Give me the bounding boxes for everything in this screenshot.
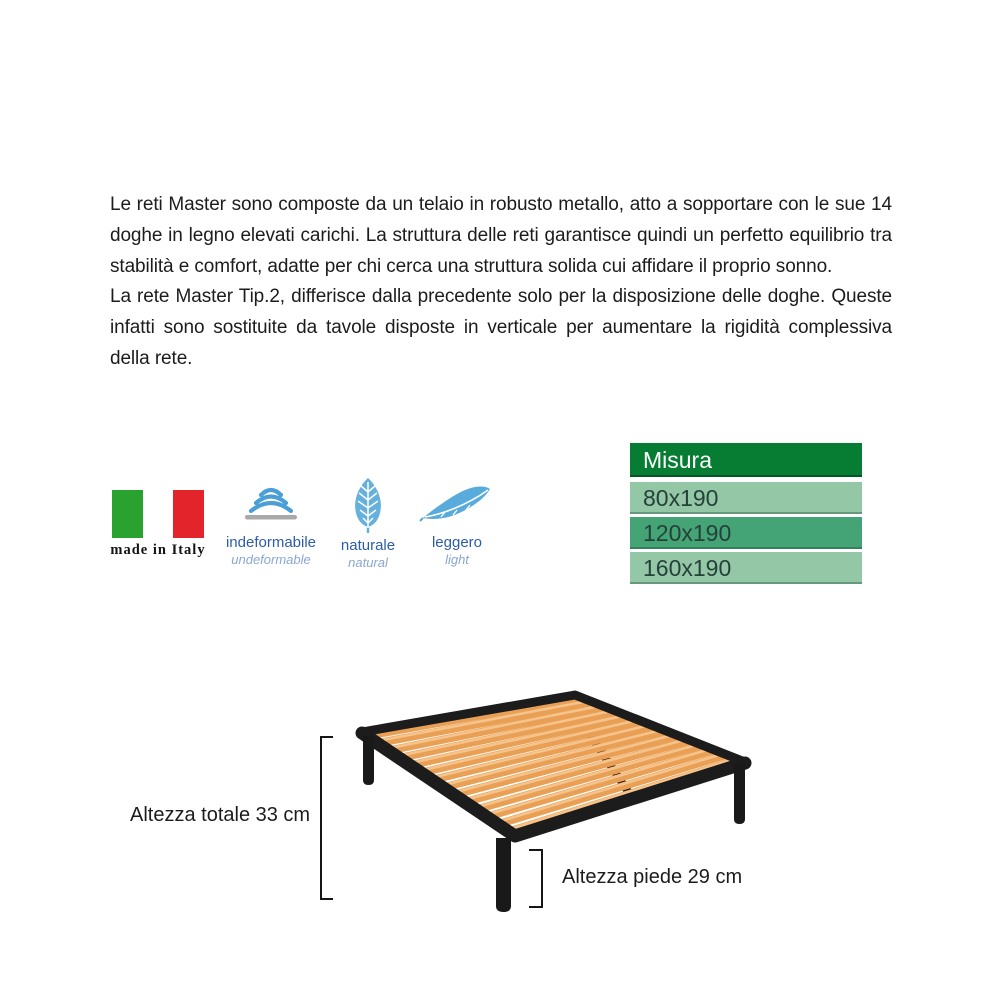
leggero-label: leggero xyxy=(431,534,483,551)
flag-green-band xyxy=(112,490,143,538)
description-paragraph-1: Le reti Master sono composte da un telaio in robusto metallo, atto a sopportare con le sue 14 doghe in legno elevati carichi. La struttura delle reti garantisce quindi un perfetto equilibrio tra stabilità e comfort, adatte per chi cerca una struttura solida cui affidare il proprio sonno. xyxy=(110,194,892,277)
description-paragraph-2: La rete Master Tip.2, differisce dalla precedente solo per la disposizione delle doghe. Queste infatti sono sostituite da tavole disposte in verticale per aumentare la rigidità complessiva della rete. xyxy=(110,286,892,369)
naturale-label: naturale xyxy=(340,537,396,554)
indeformabile-sublabel: undeformable xyxy=(231,552,311,567)
leaf-icon xyxy=(350,477,386,538)
foot-height-label: Altezza piede 29 cm xyxy=(562,866,743,888)
flag-red-band xyxy=(173,490,204,538)
feature-made-in-italy xyxy=(102,490,214,559)
sizes-table xyxy=(630,443,862,587)
flag-white-band xyxy=(143,490,173,538)
indeformabile-label: indeformabile xyxy=(225,534,317,551)
slatted-bed-base-illustration xyxy=(300,650,820,970)
naturale-sublabel: natural xyxy=(348,555,388,570)
size-row-120x190: 120x190 xyxy=(630,517,862,549)
size-row-160x190: 160x190 xyxy=(630,552,862,584)
foot-height-bracket xyxy=(529,849,543,908)
sizes-table-header: Misura xyxy=(630,443,862,477)
bed-frame-image xyxy=(300,650,820,970)
product-description xyxy=(110,190,892,375)
feature-leggero xyxy=(397,482,517,567)
total-height-label: Altezza totale 33 cm xyxy=(130,804,311,826)
italy-flag-icon xyxy=(112,490,204,538)
size-row-80x190: 80x190 xyxy=(630,482,862,514)
total-height-bracket xyxy=(320,736,333,900)
leggero-sublabel: light xyxy=(445,552,469,567)
made-in-italy-label: made in Italy xyxy=(110,542,206,558)
feather-icon xyxy=(419,482,495,527)
spring-flex-icon xyxy=(243,480,299,527)
